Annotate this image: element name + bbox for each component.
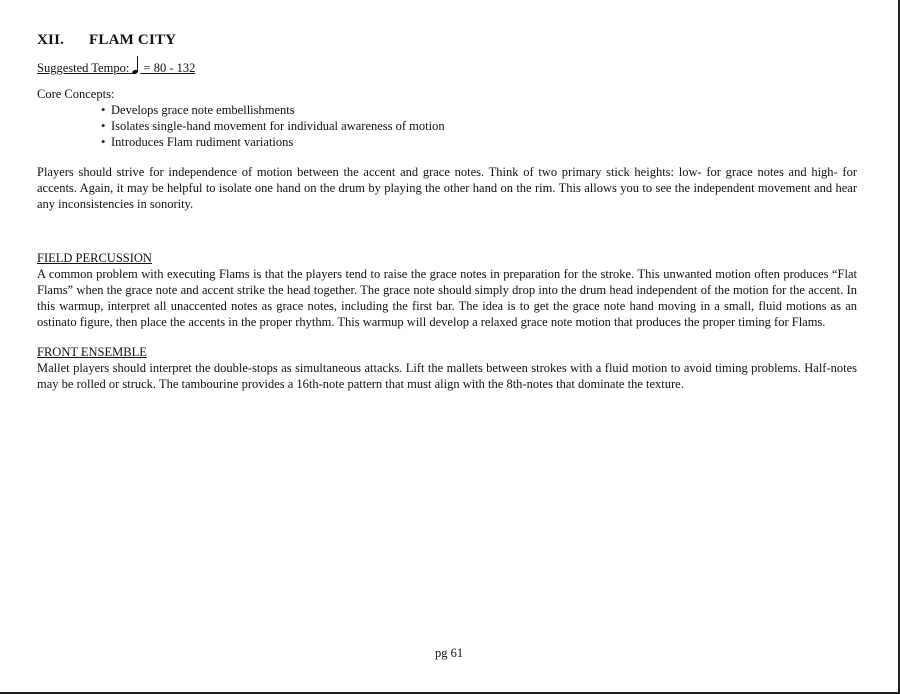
- front-ensemble-heading: FRONT ENSEMBLE: [37, 345, 147, 359]
- tempo-value: = 80 - 132: [143, 61, 196, 75]
- section-heading: [37, 30, 857, 50]
- list-item: • Develops grace note embellishments: [101, 102, 857, 118]
- suggested-tempo: [37, 60, 857, 76]
- field-percussion-paragraph: A common problem with executing Flams is that the players tend to raise the grace notes in preparation for the stroke. This unwanted motion often produces “Flat Flams” when the grace note and accent strike the head together. The grace note should simply drop into the drum head independent of the motion for the accent. In this warmup, interpret all unaccented notes as grace notes, including the first bar. The idea is to get the grace note hand moving in a small, fluid motions as an ostinato figure, then place the accents in the proper rhythm. This warmup will develop a relaxed grace note motion that produces the proper timing for Flams.: [37, 267, 857, 329]
- intro-paragraph: Players should strive for independence of motion between the accent and grace notes. Think of two primary stick heights: low- for grace notes and high- for accents. Again, it may be helpful to isolate one hand on the drum by playing the other hand on the rim. This allows you to see the independent movement and hear any inconsistencies in sonority.: [37, 165, 857, 211]
- list-item: • Isolates single-hand movement for individual awareness of motion: [101, 118, 857, 134]
- list-item: • Introduces Flam rudiment variations: [101, 134, 857, 150]
- front-ensemble-paragraph: Mallet players should interpret the double-stops as simultaneous attacks. Lift the mallets between strokes with a fluid motion to avoid timing problems. Half-notes may be rolled or struck. The tambourine provides a 16th-note pattern that must align with the 8th-notes that dominate the texture.: [37, 361, 857, 391]
- section-title: FLAM CITY: [89, 32, 177, 48]
- tempo-label: Suggested Tempo:: [37, 61, 130, 75]
- page-number: pg 61: [434, 646, 464, 660]
- core-concepts-list: [37, 102, 857, 150]
- field-percussion-heading: FIELD PERCUSSION: [37, 251, 152, 265]
- quarter-note-icon: [132, 60, 140, 74]
- core-concepts-label: Core Concepts:: [37, 87, 115, 101]
- page-content: [37, 30, 857, 392]
- section-number: XII.: [37, 32, 65, 48]
